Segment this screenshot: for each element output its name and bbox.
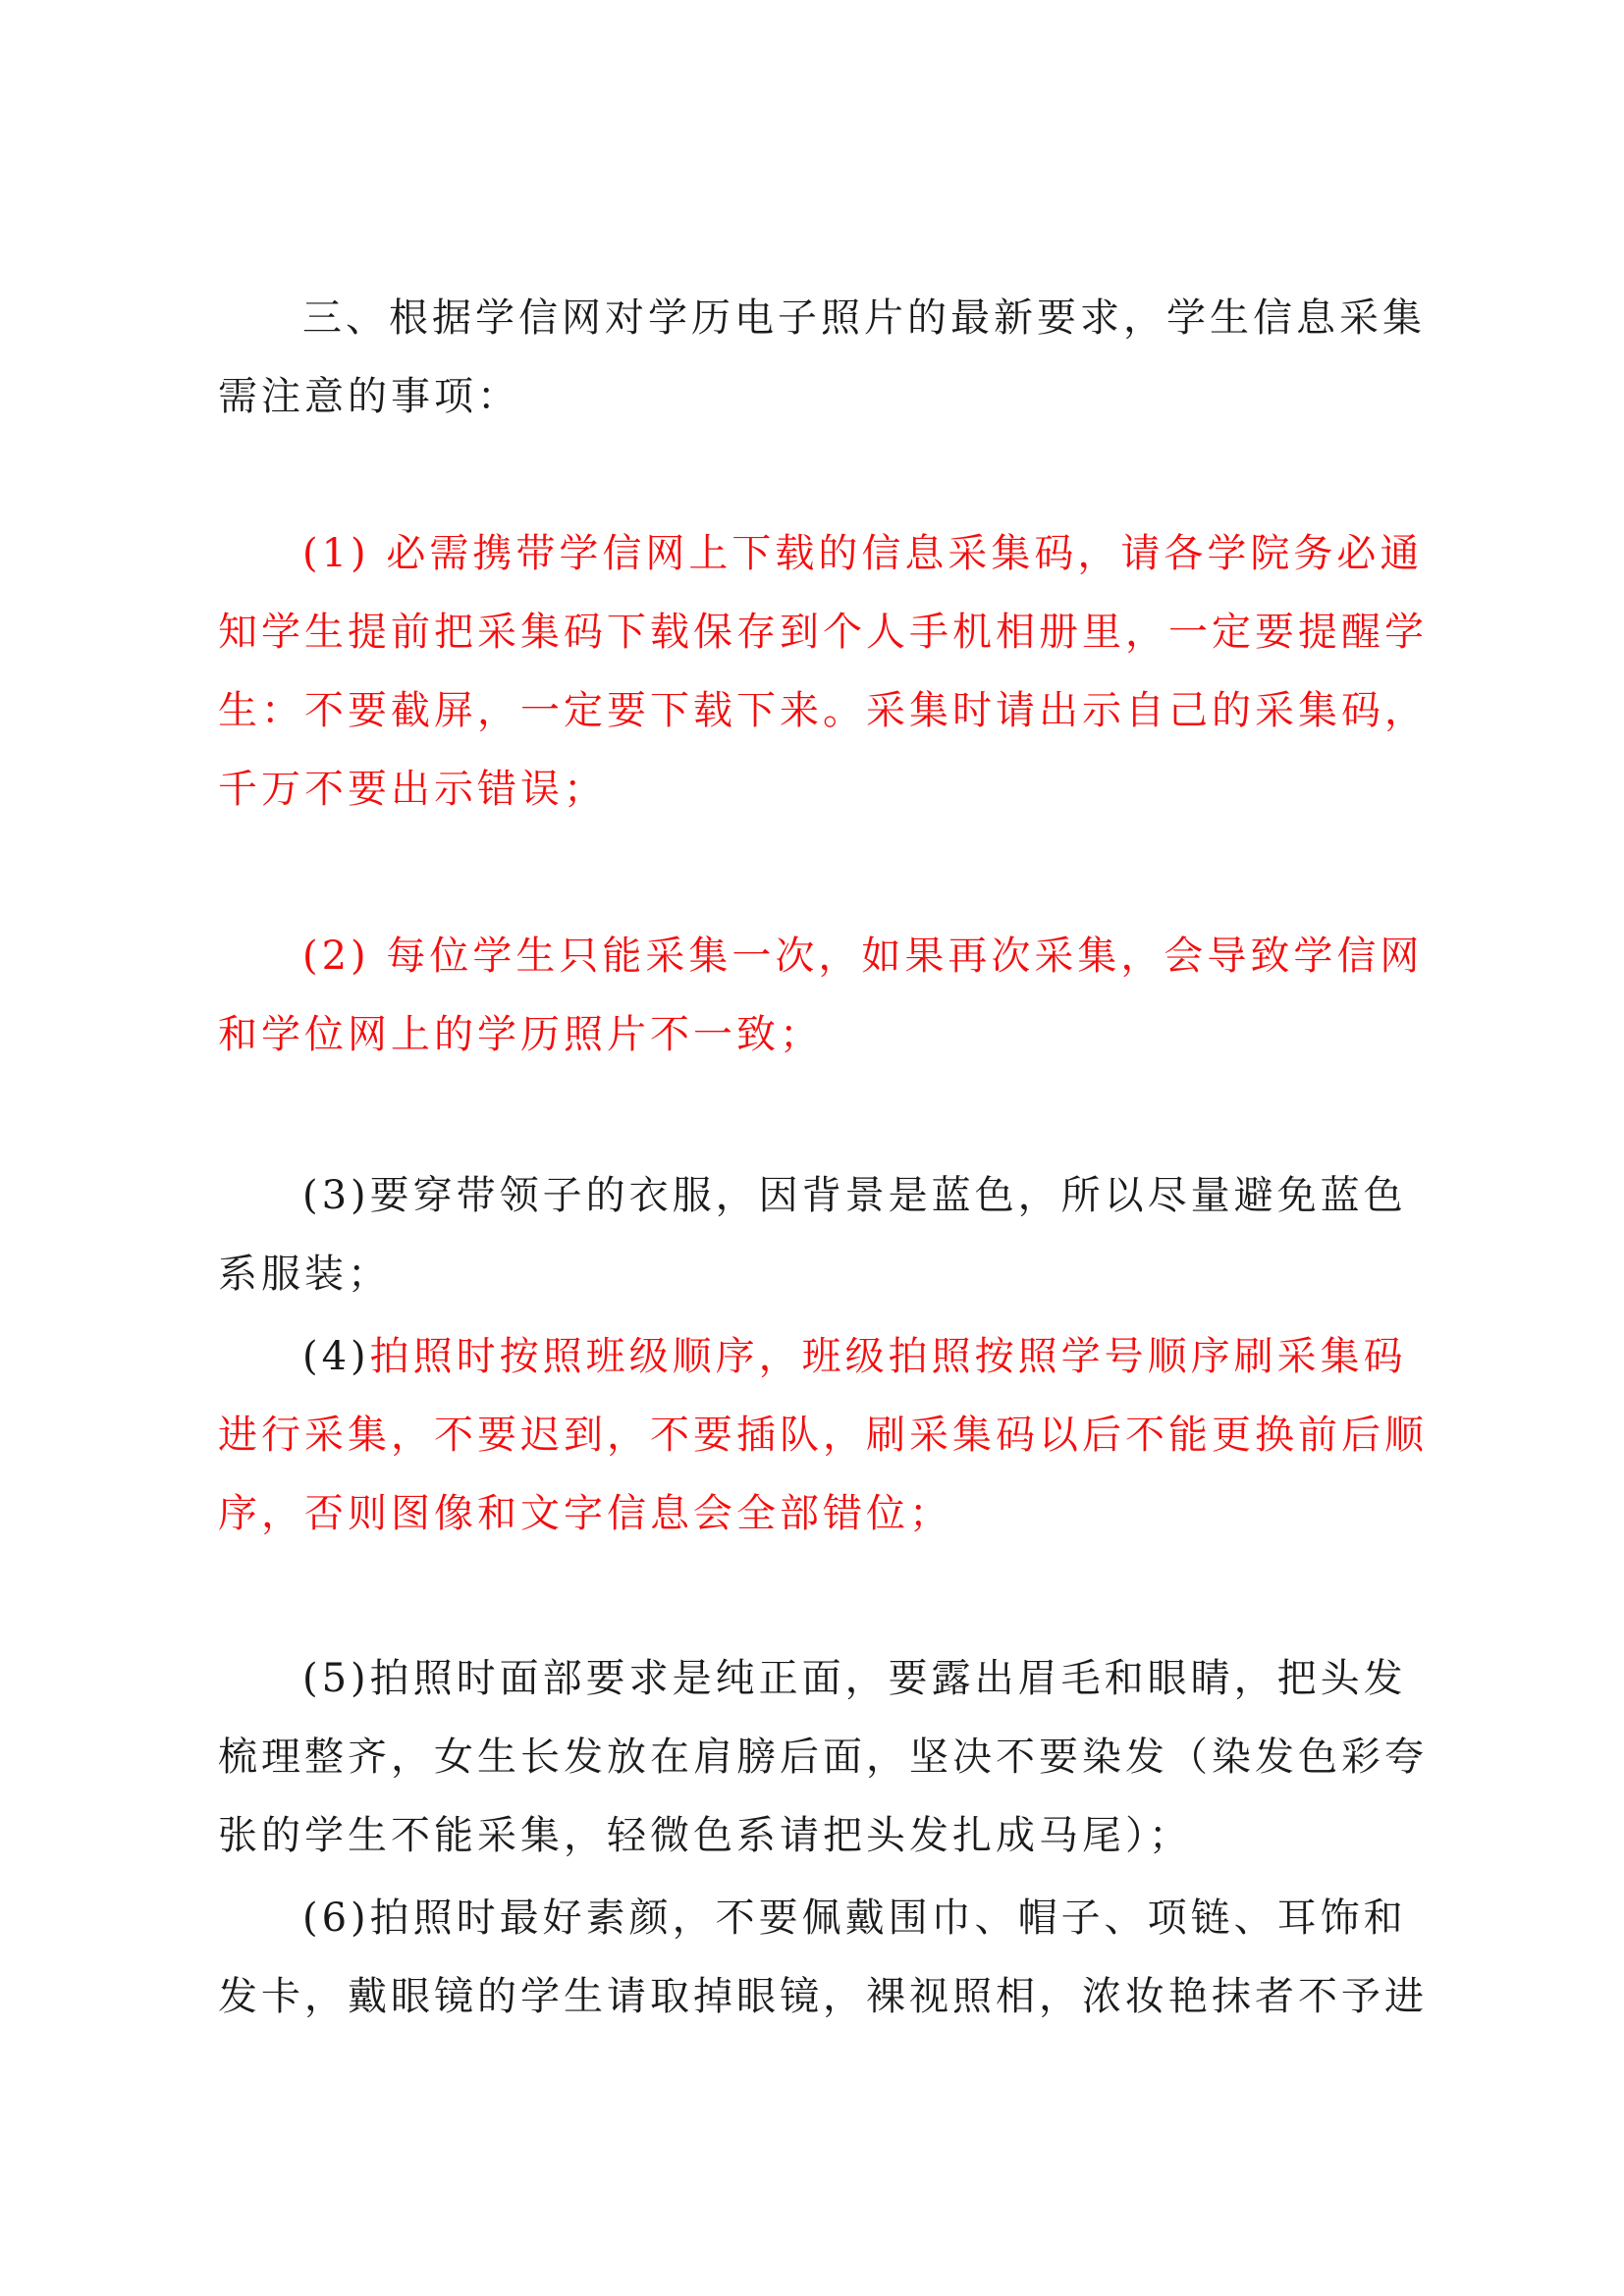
item-2-text: (2) 每位学生只能采集一次，如果再次采集，会导致学信网和学位网上的学历照片不一致；: [218, 934, 1424, 1057]
item-4-prefix: (4): [302, 1334, 370, 1379]
item-3-text: (3)要穿带领子的衣服，因背景是蓝色，所以尽量避免蓝色系服装；: [218, 1173, 1407, 1297]
item-5-text: (5)拍照时面部要求是纯正面，要露出眉毛和眼睛，把头发梳理整齐，女生长发放在肩膀后面，坚决不要染发（染发色彩夸张的学生不能采集，轻微色系请把头发扎成马尾）；: [218, 1656, 1428, 1858]
item-4: [218, 1317, 1432, 1553]
section-heading: 三、根据学信网对学历电子照片的最新要求，学生信息采集需注意的事项：: [218, 295, 1426, 419]
item-6-text: (6)拍照时最好素颜，不要佩戴围巾、帽子、项链、耳饰和发卡，戴眼镜的学生请取掉眼镜，裸视照相，浓妆艳抹者不予进: [218, 1896, 1428, 2019]
item-1-text: (1) 必需携带学信网上下载的信息采集码，请各学院务必通知学生提前把采集码下载保存到个人手机相册里，一定要提醒学生：不要截屏，一定要下载下来。采集时请出示自己的采集码，千万不要出示错误；: [218, 531, 1428, 812]
item-4-text: 拍照时按照班级顺序，班级拍照按照学号顺序刷采集码进行采集，不要迟到，不要插队，刷采集码以后不能更换前后顺序，否则图像和文字信息会全部错位；: [218, 1334, 1428, 1536]
